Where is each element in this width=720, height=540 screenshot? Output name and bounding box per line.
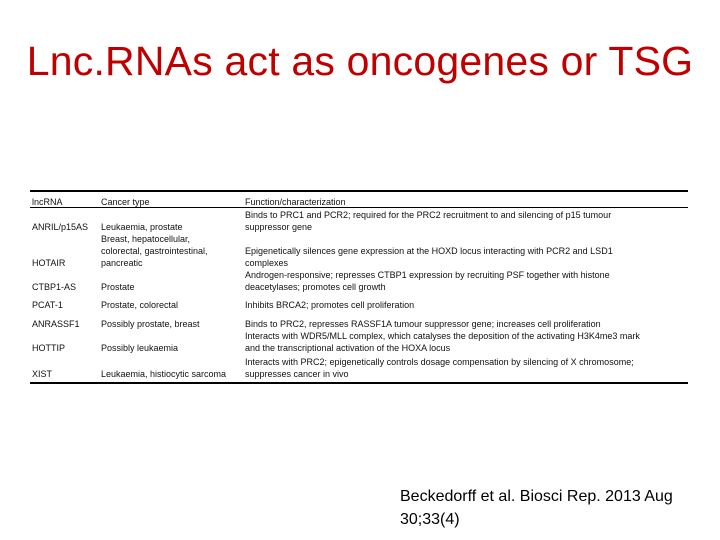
row-name: ANRIL/p15AS bbox=[32, 222, 89, 232]
row-cancer-type: Leukaemia, histiocytic sarcoma bbox=[101, 369, 227, 379]
row-cancer-type: Prostate bbox=[101, 282, 135, 292]
table-rule-top bbox=[30, 190, 688, 192]
row-function: and the transcriptional activation of the HOXA locus bbox=[245, 343, 451, 353]
row-name: XIST bbox=[32, 369, 53, 379]
row-cancer-type: Breast, hepatocellular, bbox=[101, 234, 191, 244]
row-function: suppressor gene bbox=[245, 222, 313, 232]
header-cancer-type: Cancer type bbox=[101, 197, 150, 207]
header-lncrna: lncRNA bbox=[32, 197, 63, 207]
header-function: Function/characterization bbox=[245, 197, 346, 207]
row-function: complexes bbox=[245, 258, 289, 268]
citation-line-2: 30;33(4) bbox=[400, 511, 460, 528]
row-function: Interacts with WDR5/MLL complex, which catalyses the deposition of the activating H3K4me3 mark bbox=[245, 331, 640, 341]
row-cancer-type: Leukaemia, prostate bbox=[101, 222, 183, 232]
row-name: HOTTIP bbox=[32, 343, 65, 353]
row-function: Binds to PRC2, represses RASSF1A tumour suppressor gene; increases cell proliferation bbox=[245, 319, 601, 329]
row-name: ANRASSF1 bbox=[32, 319, 80, 329]
citation bbox=[400, 485, 673, 531]
slide-title: Lnc.RNAs act as oncogenes or TSG bbox=[26, 38, 694, 84]
row-cancer-type: Prostate, colorectal bbox=[101, 300, 179, 310]
citation-line-1: Beckedorff et al. Biosci Rep. 2013 Aug bbox=[400, 488, 673, 505]
row-function: Binds to PRC1 and PCR2; required for the PRC2 recruitment to and silencing of p15 tumour bbox=[245, 210, 612, 220]
row-function: Epigenetically silences gene expression at the HOXD locus interacting with PCR2 and LSD1 bbox=[245, 246, 613, 256]
row-function: suppresses cancer in vivo bbox=[245, 369, 349, 379]
row-function: Inhibits BRCA2; promotes cell proliferation bbox=[245, 300, 415, 310]
row-name: HOTAIR bbox=[32, 258, 66, 268]
row-cancer-type: Possibly leukaemia bbox=[101, 343, 179, 353]
row-cancer-type: pancreatic bbox=[101, 258, 143, 268]
row-function: Interacts with PRC2; epigenetically controls dosage compensation by silencing of X chromosome; bbox=[245, 357, 634, 367]
row-function: deacetylases; promotes cell growth bbox=[245, 282, 386, 292]
table-rule-bottom bbox=[30, 382, 688, 384]
row-cancer-type: Possibly prostate, breast bbox=[101, 319, 200, 329]
row-function: Androgen-responsive; represses CTBP1 expression by recruiting PSF together with histone bbox=[245, 270, 610, 280]
row-cancer-type: colorectal, gastrointestinal, bbox=[101, 246, 208, 256]
row-name: CTBP1-AS bbox=[32, 282, 77, 292]
row-name: PCAT-1 bbox=[32, 300, 63, 310]
